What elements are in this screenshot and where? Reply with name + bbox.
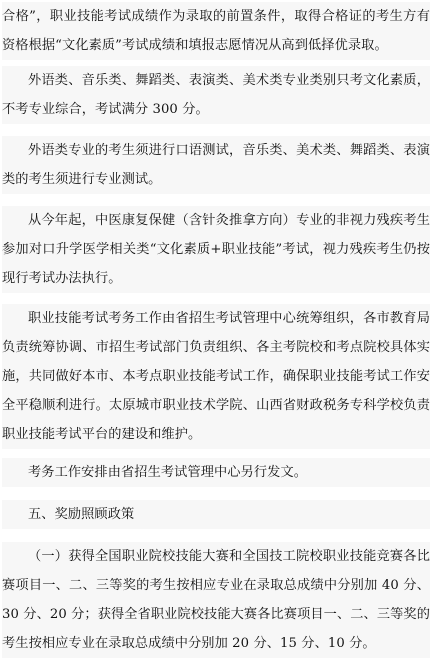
paragraph-continuation: 合格”，职业技能考试成绩作为录取的前置条件，取得合格证的考生方有资格根据“文化素质”考试成绩和填报志愿情况从高到低择优录取。: [2, 2, 430, 60]
paragraph-arts-categories: 外语类、音乐类、舞蹈类、表演类、美术类专业类别只考文化素质，不考专业综合，考试满分 300 分。: [2, 66, 430, 124]
paragraph-notice: 考务工作安排由省招生考试管理中心另行发文。: [2, 458, 430, 487]
paragraph-oral-test: 外语类专业的考生须进行口语测试，音乐类、美术类、舞蹈类、表演类的考生须进行专业测试。: [2, 136, 430, 194]
section-heading-rewards: 五、奖励照顾政策: [2, 500, 430, 529]
paragraph-tcm-rehab: 从今年起，中医康复保健（含针灸推拿方向）专业的非视力残疾考生参加对口升学医学相关类“文化素质+职业技能”考试，视力残疾考生仍按现行考试办法执行。: [2, 206, 430, 293]
paragraph-exam-affairs: 职业技能考试考务工作由省招生考试管理中心统筹组织，各市教育局负责统筹协调、市招生考试部门负责组织、各主考院校和考点院校具体实施，共同做好本市、本考点职业技能考试工作，确保职业技能考试工作安全平稳顺利进行。太原城市职业技术学院、山西省财政税务专科学校负责职业技能考试平台的建设和维护。: [2, 304, 430, 449]
paragraph-competition-bonus: （一）获得全国职业院校技能大赛和全国技工院校职业技能竞赛各比赛项目一、二、三等奖的考生按相应专业在录取总成绩中分别加 40 分、30 分、20 分；获得全省职业院校技能大赛各比赛项目一、二、三等奖的考生按相应专业在录取总成绩中分别加 20 分、15 分、10 分。: [2, 542, 430, 658]
